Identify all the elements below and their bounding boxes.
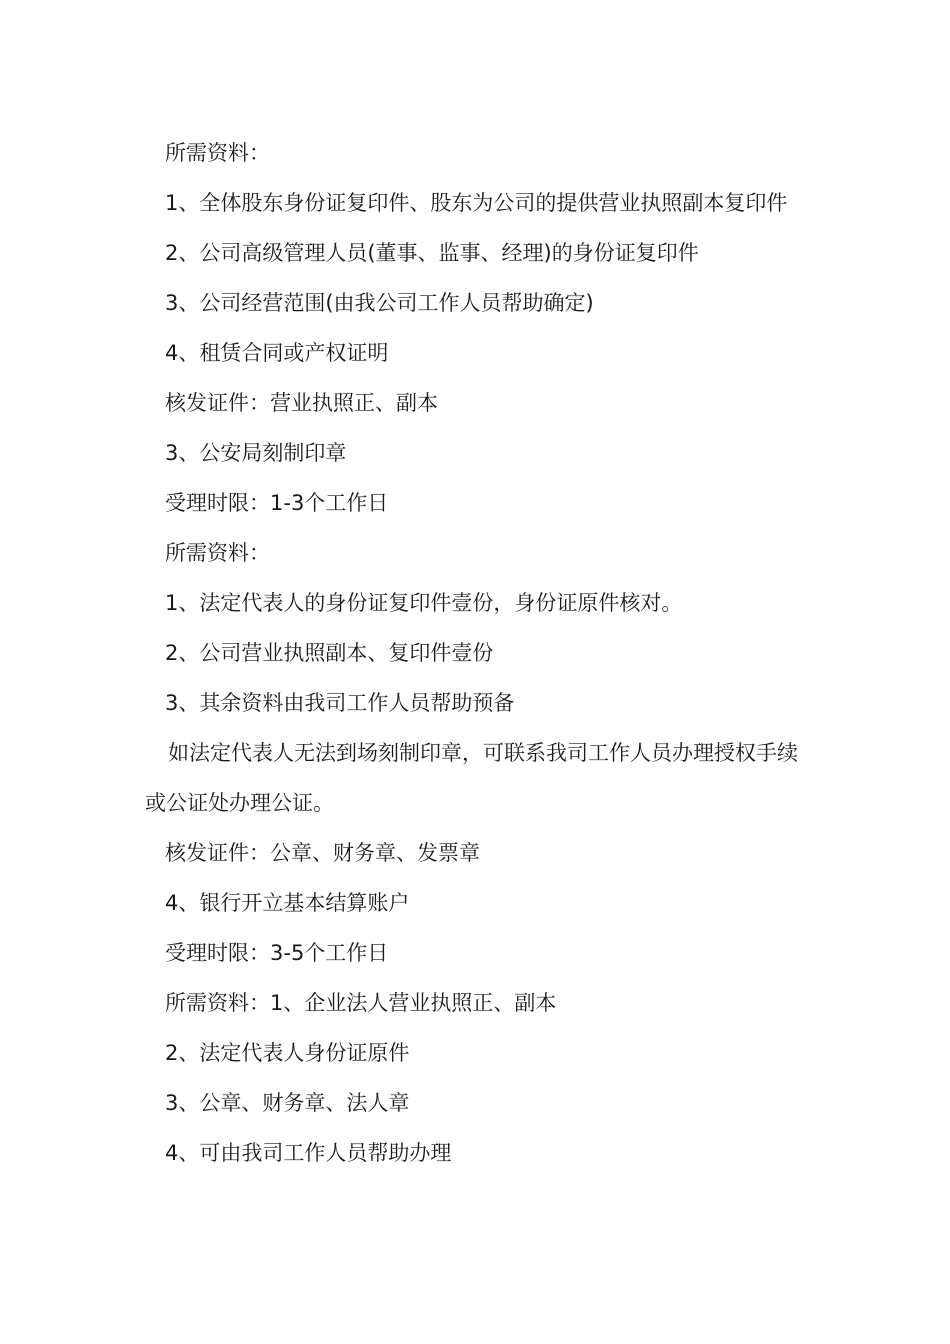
- paragraph-processing-time-1: 受理时限：1-3个工作日: [165, 491, 389, 515]
- paragraph-item-management-id: 2、公司高级管理人员(董事、监事、经理)的身份证复印件: [165, 241, 699, 265]
- paragraph-required-materials-2: 所需资料：: [165, 541, 270, 565]
- paragraph-required-materials-3: 所需资料：1、企业法人营业执照正、副本: [165, 991, 557, 1015]
- paragraph-section-seal-engraving: 3、公安局刻制印章: [165, 441, 347, 465]
- paragraph-item-lease-contract: 4、租赁合同或产权证明: [165, 341, 389, 365]
- paragraph-item-staff-assistance: 4、可由我司工作人员帮助办理: [165, 1141, 452, 1165]
- paragraph-item-seals: 3、公章、财务章、法人章: [165, 1091, 410, 1115]
- paragraph-issued-seals: 核发证件：公章、财务章、发票章: [165, 841, 480, 865]
- paragraph-item-license-copy: 2、公司营业执照副本、复印件壹份: [165, 641, 494, 665]
- paragraph-item-business-scope: 3、公司经营范围(由我公司工作人员帮助确定): [165, 291, 594, 315]
- paragraph-issued-license: 核发证件：营业执照正、副本: [165, 391, 438, 415]
- paragraph-processing-time-2: 受理时限：3-5个工作日: [165, 941, 389, 965]
- document-body: [145, 128, 810, 1178]
- paragraph-item-other-materials: 3、其余资料由我司工作人员帮助预备: [165, 691, 515, 715]
- paragraph-item-legal-rep-original-id: 2、法定代表人身份证原件: [165, 1041, 410, 1065]
- paragraph-item-shareholder-id: 1、全体股东身份证复印件、股东为公司的提供营业执照副本复印件: [165, 191, 788, 215]
- paragraph-section-bank-account: 4、银行开立基本结算账户: [165, 891, 410, 915]
- paragraph-required-materials-1: 所需资料：: [165, 141, 270, 165]
- paragraph-authorization-note: 如法定代表人无法到场刻制印章，可联系我司工作人员办理授权手续或公证处办理公证。: [145, 741, 798, 815]
- paragraph-item-legal-rep-id: 1、法定代表人的身份证复印件壹份，身份证原件核对。: [165, 591, 683, 615]
